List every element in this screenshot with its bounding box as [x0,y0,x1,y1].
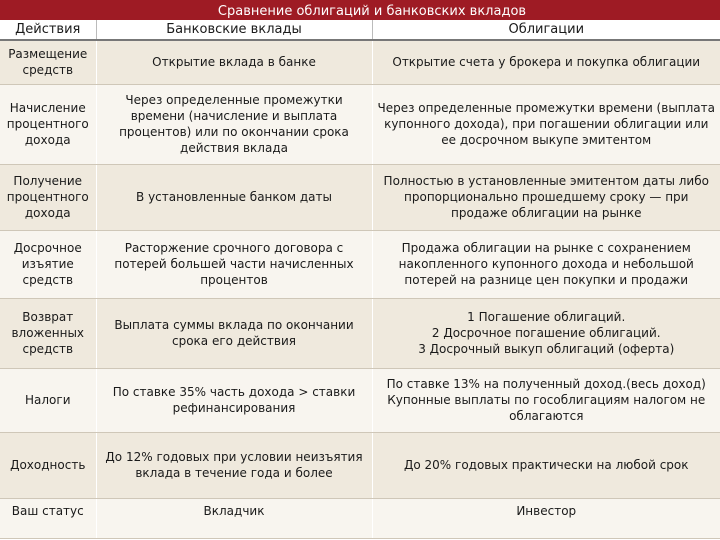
page-title: Сравнение облигаций и банковских вкладов [217,4,527,19]
deposit-cell: Расторжение срочного договора с потерей большей части начисленных процентов [96,230,372,298]
comparison-table [0,20,720,539]
deposit-cell: Выплата суммы вклада по окончании срока его действия [96,298,372,368]
deposit-cell: Вкладчик [96,498,372,538]
row-category: Размещение средств [0,40,96,84]
deposit-cell: Открытие вклада в банке [96,40,372,84]
title-bar [0,0,720,20]
bond-cell: По ставке 13% на полученный доход.(весь доход) Купонные выплаты по гособлигациям налогом не облагаются [372,368,720,432]
deposit-cell: До 12% годовых при условии неизъятия вклада в течение года и более [96,432,372,498]
bond-cell: Инвестор [372,498,720,538]
column-header-bonds: Облигации [372,20,720,40]
table-row [0,230,720,298]
row-category: Получение процентного дохода [0,164,96,230]
table-row [0,498,720,538]
deposit-cell: Через определенные промежутки времени (начисление и выплата процентов) или по окончании срока действия вклада [96,84,372,164]
table-row [0,298,720,368]
bond-cell: Продажа облигации на рынке с сохранением накопленного купонного дохода и небольшой потерей на разнице цен покупки и продажи [372,230,720,298]
column-header-deposits: Банковские вклады [96,20,372,40]
table-row [0,432,720,498]
table-row [0,40,720,84]
header-row [0,20,720,40]
row-category: Возврат вложенных средств [0,298,96,368]
bond-cell: Открытие счета у брокера и покупка облигации [372,40,720,84]
deposit-cell: По ставке 35% часть дохода > ставки рефинансирования [96,368,372,432]
row-category: Ваш статус [0,498,96,538]
row-category: Начисление процентного дохода [0,84,96,164]
row-category: Доходность [0,432,96,498]
bond-cell: До 20% годовых практически на любой срок [372,432,720,498]
row-category: Налоги [0,368,96,432]
table-row [0,368,720,432]
bond-cell: Полностью в установленные эмитентом даты либо пропорционально прошедшему сроку — при продаже облигации на рынке [372,164,720,230]
bond-cell: Через определенные промежутки времени (выплата купонного дохода), при погашении облигации или ее досрочном выкупе эмитентом [372,84,720,164]
bond-cell: 1 Погашение облигаций. 2 Досрочное погашение облигаций. 3 Досрочный выкуп облигаций (оферта) [372,298,720,368]
row-category: Досрочное изъятие средств [0,230,96,298]
table-row [0,164,720,230]
column-header-actions: Действия [0,20,96,40]
deposit-cell: В установленные банком даты [96,164,372,230]
table-row [0,84,720,164]
